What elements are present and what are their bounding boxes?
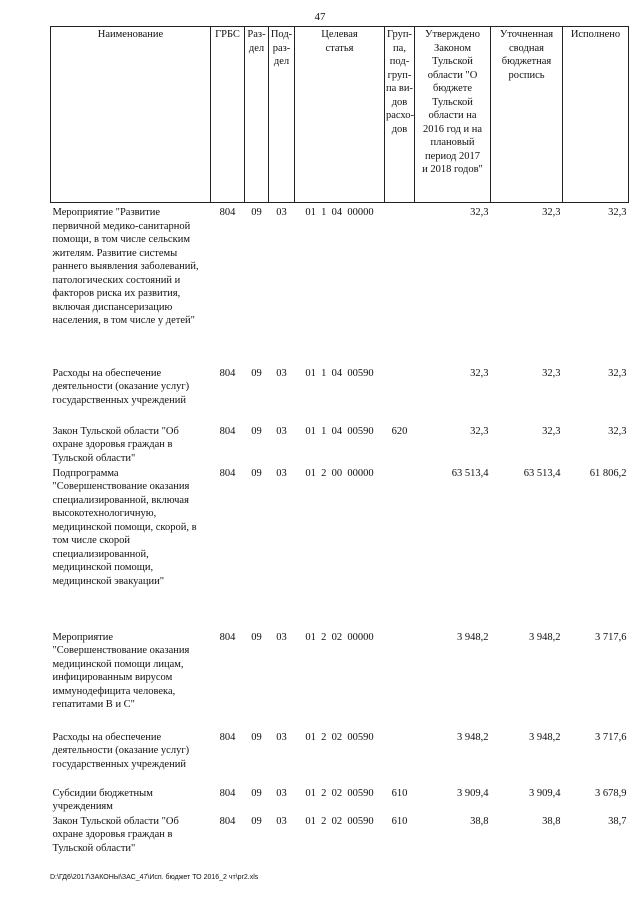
header-executed: Исполнено	[563, 27, 629, 203]
row-executed: 32,3	[608, 367, 627, 379]
table-row	[51, 203, 629, 367]
row-approved: 63 513,4	[451, 467, 489, 479]
row-grbs: 804	[219, 425, 236, 437]
row-approved: 32,3	[470, 367, 489, 379]
row-name: Мероприятие "Развитие первичной медико-санитарной помощи, в том числе сельским жителям. Развитие системы раннего выявления заболеваний, патологических состояний и факторов риска их развития, включая диспансеризацию населения, в том числе у детей"	[52, 207, 199, 326]
row-refined: 32,3	[542, 367, 561, 379]
row-razdel: 09	[251, 787, 262, 799]
row-target: 01 2 02 00590	[305, 787, 374, 799]
row-grbs: 804	[219, 207, 236, 218]
row-approved: 32,3	[470, 207, 489, 218]
row-razdel: 09	[251, 367, 262, 379]
row-approved: 3 948,2	[457, 731, 489, 743]
table-row	[51, 367, 629, 425]
row-group	[385, 467, 415, 631]
row-razdel: 09	[251, 815, 262, 827]
row-group	[385, 731, 415, 787]
row-target: 01 2 02 00590	[305, 815, 374, 827]
row-podrazdel: 03	[276, 425, 287, 437]
row-executed: 32,3	[608, 207, 627, 218]
row-refined: 32,3	[542, 425, 561, 437]
row-group	[385, 203, 415, 367]
row-podrazdel: 03	[276, 787, 287, 799]
header-name: Наименование	[51, 27, 211, 203]
row-name: Субсидии бюджетным учреждениям	[52, 787, 153, 812]
row-group	[385, 631, 415, 731]
table-row	[51, 731, 629, 787]
row-refined: 3 948,2	[529, 731, 561, 743]
row-podrazdel: 03	[276, 815, 287, 827]
row-podrazdel: 03	[276, 467, 287, 479]
row-group	[385, 367, 415, 425]
page-number: 47	[314, 11, 326, 23]
row-refined: 3 948,2	[529, 631, 561, 643]
header-target: Целевая статья	[295, 27, 385, 203]
row-razdel: 09	[251, 467, 262, 479]
row-approved: 32,3	[470, 425, 489, 437]
row-razdel: 09	[251, 207, 262, 218]
row-executed: 3 717,6	[595, 731, 627, 743]
row-razdel: 09	[251, 425, 262, 437]
row-refined: 38,8	[542, 815, 561, 827]
row-name: Мероприятие "Совершенствование оказания медицинской помощи лицам, инфицированным вирусом иммунодефицита человека, гепатитами В и С"	[52, 631, 190, 710]
row-group: 610	[391, 815, 408, 827]
row-name: Закон Тульской области "Об охране здоровья граждан в Тульской области"	[52, 425, 179, 464]
row-podrazdel: 03	[276, 631, 287, 643]
row-refined: 63 513,4	[523, 467, 561, 479]
row-approved: 38,8	[470, 815, 489, 827]
header-refined: Уточненная сводная бюджетная роспись	[491, 27, 563, 203]
header-podrazdel: Под- раз- дел	[269, 27, 295, 203]
row-grbs: 804	[219, 731, 236, 743]
row-name: Расходы на обеспечение деятельности (оказание услуг) государственных учреждений	[52, 731, 190, 770]
budget-table	[50, 26, 629, 859]
header-grbs: ГРБС	[211, 27, 245, 203]
row-podrazdel: 03	[276, 731, 287, 743]
row-approved: 3 909,4	[457, 787, 489, 799]
table-row	[51, 631, 629, 731]
header-approved: Утверждено Законом Тульской области "О бюджете Тульской области на 2016 год и на плановый период 2017 и 2018 годов"	[415, 27, 491, 203]
row-podrazdel: 03	[276, 207, 287, 218]
row-grbs: 804	[219, 367, 236, 379]
row-approved: 3 948,2	[457, 631, 489, 643]
row-group: 610	[391, 787, 408, 799]
row-executed: 3 678,9	[595, 787, 627, 799]
file-path-footer: D:\ГД6\2017\ЗАКОНЫ\ЗАС_47\Исп. бюджет ТО 2016_2 чт\pr2.xls	[50, 874, 259, 881]
row-refined: 32,3	[542, 207, 561, 218]
header-group: Груп- па, под- груп- па ви- дов расхо- дов	[385, 27, 415, 203]
row-name: Подпрограмма "Совершенствование оказания специализированной, включая высокотехнологичную, медицинской помощи, скорой, в том числе скорой специализированной, медицинской помощи, медицинской эвакуации"	[52, 467, 197, 587]
row-grbs: 804	[219, 467, 236, 479]
table-row	[51, 467, 629, 631]
table-row	[51, 425, 629, 467]
row-executed: 3 717,6	[595, 631, 627, 643]
row-razdel: 09	[251, 731, 262, 743]
row-grbs: 804	[219, 787, 236, 799]
row-group: 620	[391, 425, 408, 437]
row-podrazdel: 03	[276, 367, 287, 379]
row-target: 01 2 02 00590	[305, 731, 374, 743]
row-refined: 3 909,4	[529, 787, 561, 799]
row-name: Закон Тульской области "Об охране здоровья граждан в Тульской области"	[52, 815, 179, 854]
table-row	[51, 815, 629, 859]
row-executed: 38,7	[608, 815, 627, 827]
header-razdel: Раз- дел	[245, 27, 269, 203]
row-grbs: 804	[219, 631, 236, 643]
row-executed: 32,3	[608, 425, 627, 437]
row-razdel: 09	[251, 631, 262, 643]
table-row	[51, 787, 629, 815]
row-grbs: 804	[219, 815, 236, 827]
row-target: 01 2 02 00000	[305, 631, 374, 643]
row-target: 01 2 00 00000	[305, 467, 374, 479]
row-target: 01 1 04 00590	[305, 425, 374, 437]
row-target: 01 1 04 00590	[305, 367, 374, 379]
row-name: Расходы на обеспечение деятельности (оказание услуг) государственных учреждений	[52, 367, 190, 406]
row-executed: 61 806,2	[589, 467, 627, 479]
row-target: 01 1 04 00000	[305, 207, 374, 218]
